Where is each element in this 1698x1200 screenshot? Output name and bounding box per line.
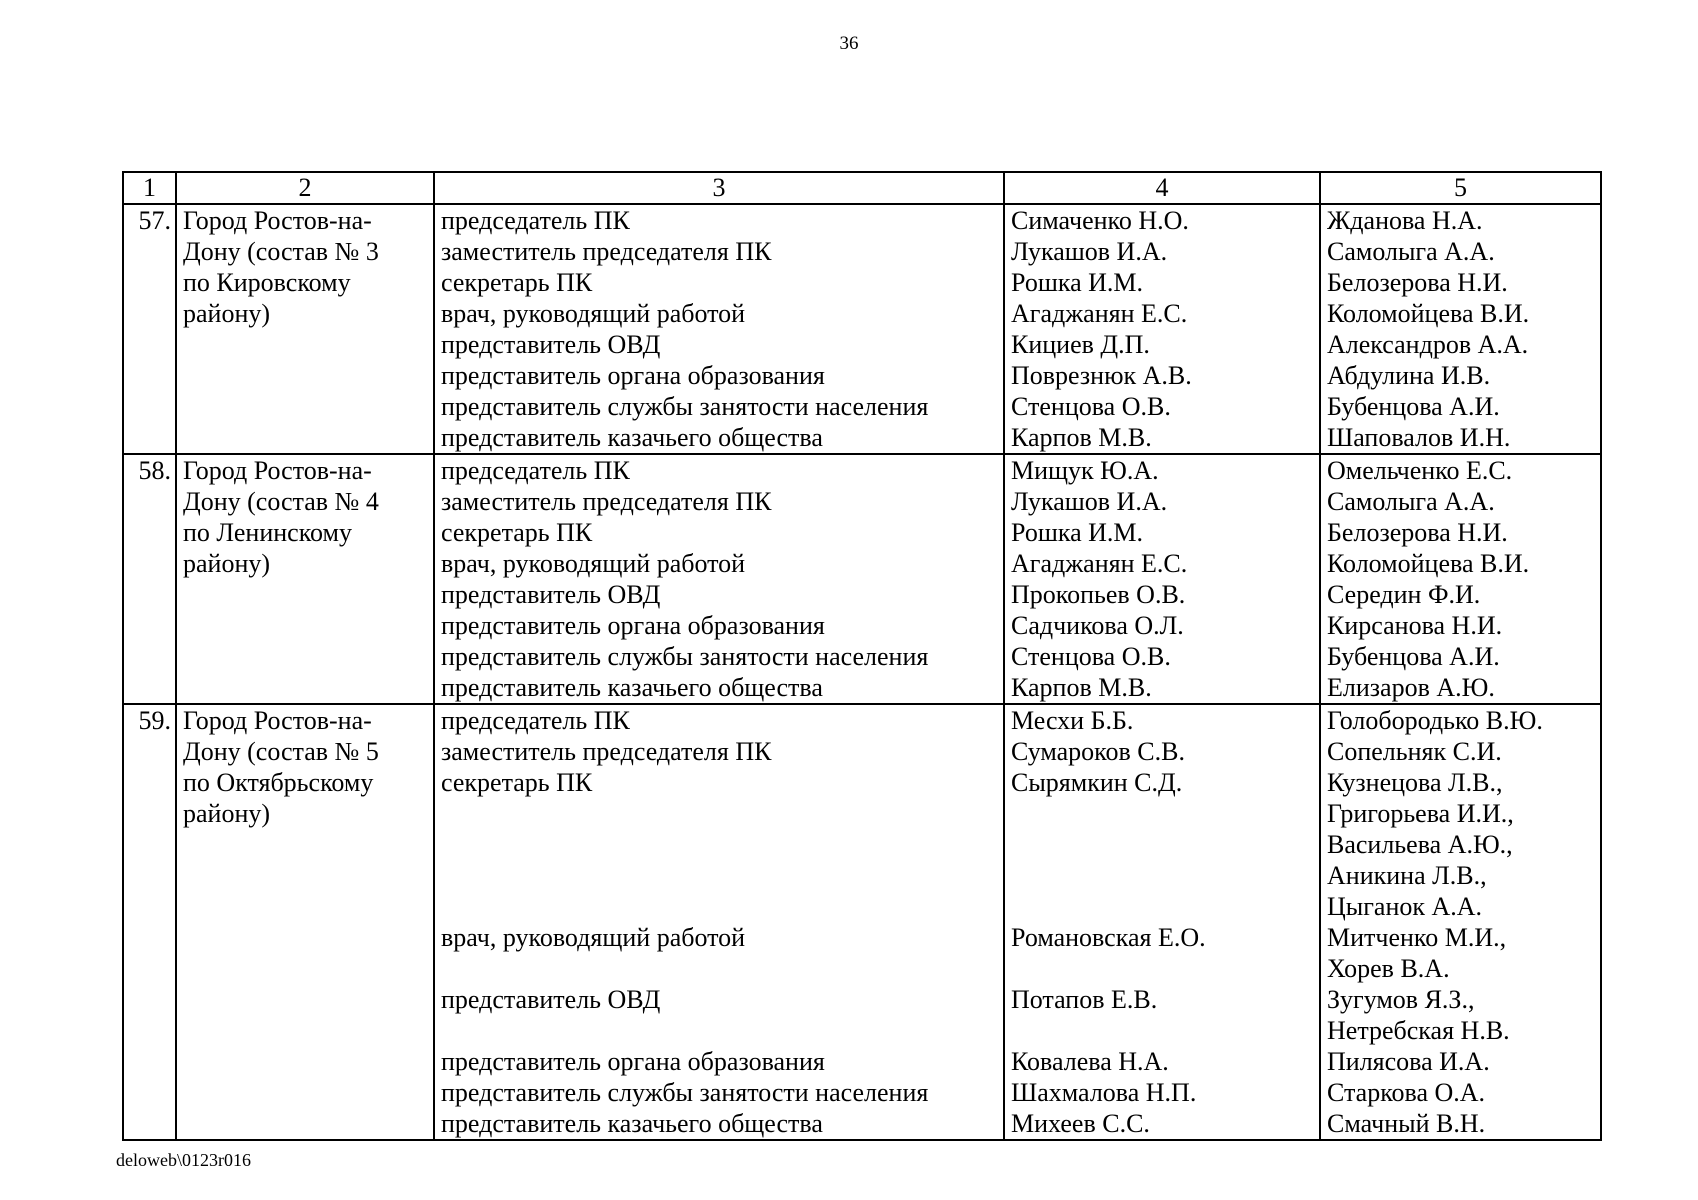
reserves-line: Елизаров А.Ю. — [1327, 673, 1495, 702]
reserves-cell — [1320, 204, 1601, 454]
members-cell — [1004, 204, 1320, 454]
reserves-line: Аникина Л.В., — [1327, 861, 1487, 890]
positions-line: заместитель председателя ПК — [441, 737, 772, 766]
members-line — [1011, 891, 1313, 922]
table-row — [123, 204, 1601, 454]
members-line: Стенцова О.В. — [1011, 392, 1171, 421]
members-line: Стенцова О.В. — [1011, 642, 1171, 671]
positions-line: представитель казачьего общества — [441, 423, 823, 452]
reserves-cell — [1320, 704, 1601, 1140]
territory-line: по Октябрьскому — [183, 768, 374, 797]
positions-line: представитель службы занятости населения — [441, 392, 929, 421]
reserves-line: Сопельняк С.И. — [1327, 737, 1502, 766]
reserves-line: Митченко М.И., — [1327, 923, 1507, 952]
members-line — [1011, 860, 1313, 891]
reserves-line: Пилясова И.А. — [1327, 1047, 1490, 1076]
positions-line — [441, 1015, 997, 1046]
positions-line: секретарь ПК — [441, 518, 593, 547]
positions-line: заместитель председателя ПК — [441, 237, 772, 266]
members-line: Агаджанян Е.С. — [1011, 299, 1188, 328]
row-number: 57. — [138, 206, 171, 235]
members-line: Месхи Б.Б. — [1011, 706, 1134, 735]
reserves-line: Белозерова Н.И. — [1327, 268, 1508, 297]
positions-line: представитель ОВД — [441, 580, 661, 609]
members-line: Рошка И.М. — [1011, 268, 1144, 297]
members-line: Потапов Е.В. — [1011, 985, 1158, 1014]
positions-line: представитель службы занятости населения — [441, 1078, 929, 1107]
reserves-line: Григорьева И.И., — [1327, 799, 1514, 828]
row-number-cell — [123, 704, 176, 1140]
reserves-line: Омельченко Е.С. — [1327, 456, 1513, 485]
members-line — [1011, 1015, 1313, 1046]
members-line: Романовская Е.О. — [1011, 923, 1206, 952]
territory-cell — [176, 704, 434, 1140]
members-line: Лукашов И.А. — [1011, 237, 1168, 266]
territory-line: Город Ростов-на- — [183, 206, 372, 235]
members-line: Симаченко Н.О. — [1011, 206, 1189, 235]
positions-line: секретарь ПК — [441, 268, 593, 297]
reserves-line: Кирсанова Н.И. — [1327, 611, 1503, 640]
header-cell-3: 3 — [434, 172, 1004, 204]
members-line: Михеев С.С. — [1011, 1109, 1150, 1138]
positions-line — [441, 798, 997, 829]
members-line: Сумароков С.В. — [1011, 737, 1185, 766]
positions-line: врач, руководящий работой — [441, 549, 746, 578]
header-cell-5: 5 — [1320, 172, 1601, 204]
positions-line: врач, руководящий работой — [441, 299, 746, 328]
members-line: Карпов М.В. — [1011, 673, 1152, 702]
header-cell-2: 2 — [176, 172, 434, 204]
territory-line: району) — [183, 549, 271, 578]
territory-cell — [176, 454, 434, 704]
reserves-line: Васильева А.Ю., — [1327, 830, 1513, 859]
reserves-line: Бубенцова А.И. — [1327, 642, 1500, 671]
reserves-line: Самолыга А.А. — [1327, 237, 1495, 266]
reserves-line: Шаповалов И.Н. — [1327, 423, 1511, 452]
reserves-line: Белозерова Н.И. — [1327, 518, 1508, 547]
header-cell-4: 4 — [1004, 172, 1320, 204]
members-cell — [1004, 704, 1320, 1140]
positions-cell — [434, 704, 1004, 1140]
reserves-line: Жданова Н.А. — [1327, 206, 1483, 235]
table-body — [123, 172, 1601, 1140]
members-cell — [1004, 454, 1320, 704]
positions-line: председатель ПК — [441, 456, 630, 485]
members-line: Карпов М.В. — [1011, 423, 1152, 452]
members-line — [1011, 798, 1313, 829]
footer-code: deloweb\0123r016 — [116, 1150, 251, 1170]
territory-line: Дону (состав № 5 — [183, 737, 379, 766]
reserves-line: Коломойцева В.И. — [1327, 299, 1530, 328]
positions-line: представитель органа образования — [441, 361, 825, 390]
positions-line: представитель ОВД — [441, 330, 661, 359]
reserves-cell — [1320, 454, 1601, 704]
reserves-line: Нетребская Н.В. — [1327, 1016, 1510, 1045]
members-line: Садчикова О.Л. — [1011, 611, 1184, 640]
reserves-line: Цыганок А.А. — [1327, 892, 1483, 921]
members-line: Лукашов И.А. — [1011, 487, 1168, 516]
territory-line: Дону (состав № 3 — [183, 237, 379, 266]
reserves-line: Коломойцева В.И. — [1327, 549, 1530, 578]
row-number: 59. — [138, 706, 171, 735]
members-line: Сырямкин С.Д. — [1011, 768, 1183, 797]
positions-line — [441, 860, 997, 891]
territory-line: по Кировскому — [183, 268, 351, 297]
territory-line: Город Ростов-на- — [183, 706, 372, 735]
row-number-cell — [123, 454, 176, 704]
reserves-line: Середин Ф.И. — [1327, 580, 1481, 609]
table-row — [123, 454, 1601, 704]
territory-line: району) — [183, 799, 271, 828]
reserves-line: Зугумов Я.З., — [1327, 985, 1475, 1014]
page-number: 36 — [839, 33, 859, 54]
reserves-line: Голобородько В.Ю. — [1327, 706, 1543, 735]
members-line: Ковалева Н.А. — [1011, 1047, 1169, 1076]
positions-line: председатель ПК — [441, 206, 630, 235]
row-number: 58. — [138, 456, 171, 485]
territory-line: Город Ростов-на- — [183, 456, 372, 485]
positions-line: заместитель председателя ПК — [441, 487, 772, 516]
positions-line: представитель ОВД — [441, 985, 661, 1014]
members-line: Рошка И.М. — [1011, 518, 1144, 547]
positions-cell — [434, 204, 1004, 454]
members-line: Агаджанян Е.С. — [1011, 549, 1188, 578]
positions-line: врач, руководящий работой — [441, 923, 746, 952]
positions-line: представитель казачьего общества — [441, 1109, 823, 1138]
members-line: Поврезнюк А.В. — [1011, 361, 1192, 390]
positions-line: представитель службы занятости населения — [441, 642, 929, 671]
reserves-line: Александров А.А. — [1327, 330, 1529, 359]
positions-line: представитель органа образования — [441, 611, 825, 640]
territory-cell — [176, 204, 434, 454]
members-line: Прокопьев О.В. — [1011, 580, 1186, 609]
reserves-line: Смачный В.Н. — [1327, 1109, 1486, 1138]
header-row — [123, 172, 1601, 204]
reserves-line: Самолыга А.А. — [1327, 487, 1495, 516]
reserves-line: Бубенцова А.И. — [1327, 392, 1500, 421]
positions-line: представитель органа образования — [441, 1047, 825, 1076]
reserves-line: Абдулина И.В. — [1327, 361, 1491, 390]
positions-line: секретарь ПК — [441, 768, 593, 797]
reserves-line: Хорев В.А. — [1327, 954, 1450, 983]
commission-table — [122, 171, 1602, 1141]
territory-line: по Ленинскому — [183, 518, 352, 547]
territory-line: району) — [183, 299, 271, 328]
positions-line — [441, 891, 997, 922]
row-number-cell — [123, 204, 176, 454]
positions-line — [441, 829, 997, 860]
positions-cell — [434, 454, 1004, 704]
members-line: Мищук Ю.А. — [1011, 456, 1159, 485]
positions-line: председатель ПК — [441, 706, 630, 735]
table-row — [123, 704, 1601, 1140]
members-line — [1011, 829, 1313, 860]
members-line: Шахмалова Н.П. — [1011, 1078, 1197, 1107]
reserves-line: Старкова О.А. — [1327, 1078, 1486, 1107]
members-line — [1011, 953, 1313, 984]
members-line: Кициев Д.П. — [1011, 330, 1150, 359]
reserves-line: Кузнецова Л.В., — [1327, 768, 1503, 797]
positions-line: представитель казачьего общества — [441, 673, 823, 702]
positions-line — [441, 953, 997, 984]
territory-line: Дону (состав № 4 — [183, 487, 379, 516]
header-cell-1: 1 — [123, 172, 176, 204]
